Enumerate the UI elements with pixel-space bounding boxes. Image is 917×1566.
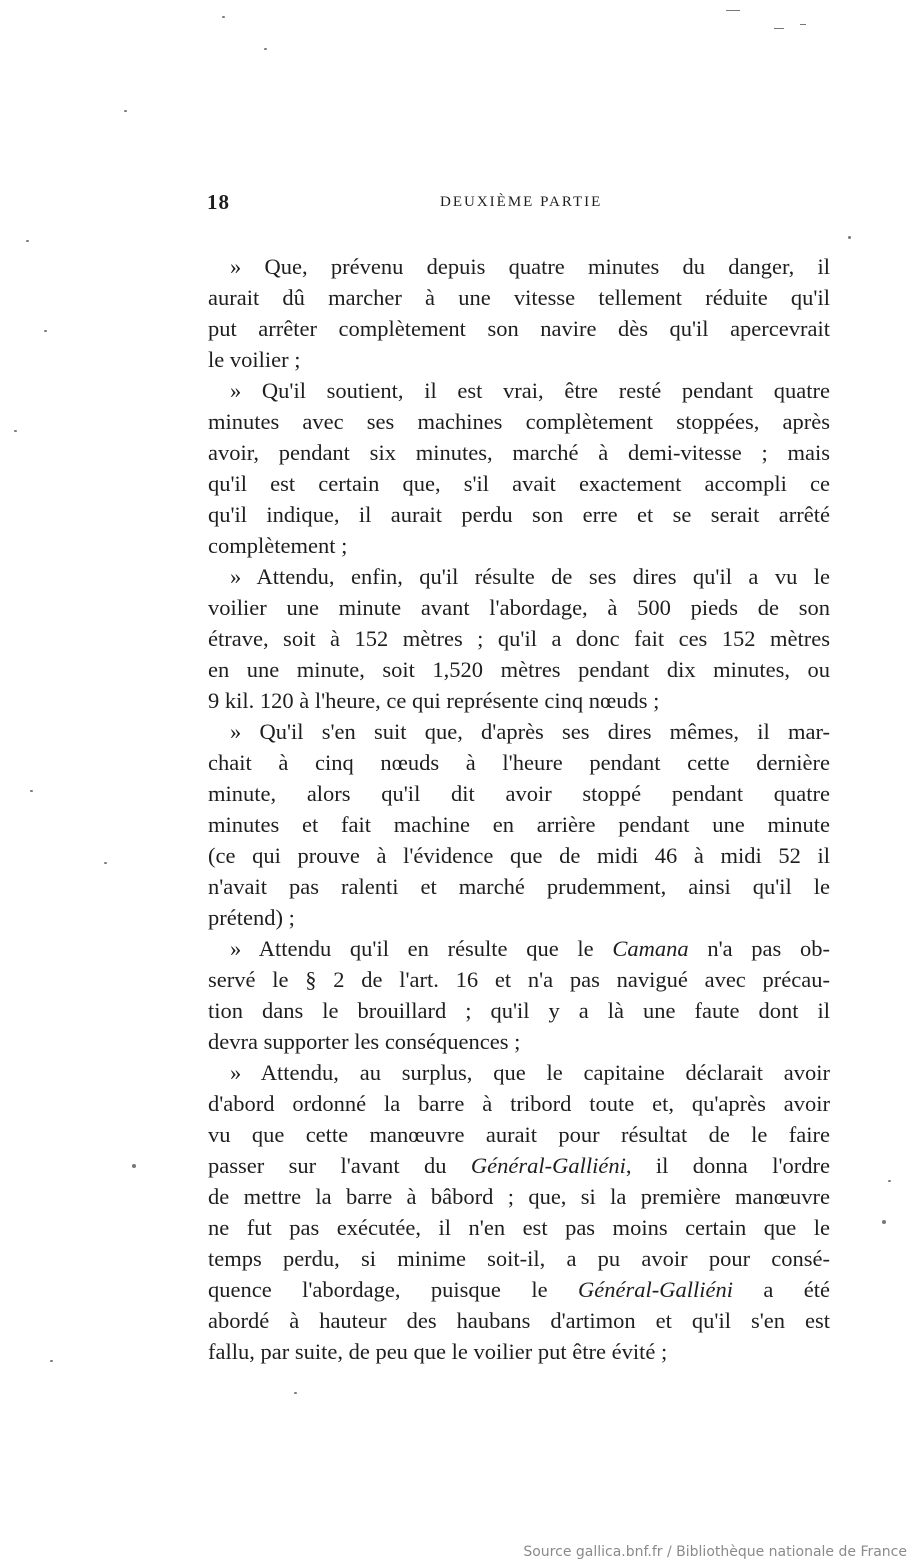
- text-line: étrave, soit à 152 mètres ; qu'il a donc fait ces 152 mètres: [208, 626, 830, 651]
- text-line: aurait dû marcher à une vitesse tellement réduite qu'il: [208, 285, 830, 310]
- text-line: » Qu'il soutient, il est vrai, être resté pendant quatre: [230, 378, 830, 403]
- text-line: fallu, par suite, de peu que le voilier put être évité ;: [208, 1339, 668, 1364]
- scan-speck: [132, 1164, 136, 1168]
- text-line: » Attendu qu'il en résulte que le Camana n'a pas ob-: [230, 936, 830, 961]
- text-line: en une minute, soit 1,520 mètres pendant dix minutes, ou: [208, 657, 830, 682]
- text-line: passer sur l'avant du Général-Galliéni, il donna l'ordre: [208, 1153, 830, 1178]
- text-line: avoir, pendant six minutes, marché à demi-vitesse ; mais: [208, 440, 830, 465]
- text-line: le voilier ;: [208, 347, 301, 372]
- scan-speck: [774, 28, 784, 29]
- text-line: » Que, prévenu depuis quatre minutes du danger, il: [230, 254, 830, 279]
- scan-speck: [294, 1392, 297, 1394]
- scan-speck: [888, 1180, 891, 1182]
- text-line: servé le § 2 de l'art. 16 et n'a pas navigué avec précau-: [208, 967, 830, 992]
- scan-speck: [104, 862, 107, 864]
- text-line: qu'il indique, il aurait perdu son erre et se serait arrêté: [208, 502, 830, 527]
- text-line: minutes avec ses machines complètement stoppées, après: [208, 409, 830, 434]
- text-line: qu'il est certain que, s'il avait exactement accompli ce: [208, 471, 830, 496]
- text-line: quence l'abordage, puisque le Général-Galliéni a été: [208, 1277, 830, 1302]
- page-number: 18: [207, 190, 230, 214]
- source-attribution: Source gallica.bnf.fr / Bibliothèque nationale de France: [523, 1544, 907, 1560]
- scan-speck: [50, 1360, 53, 1362]
- scan-speck: [44, 330, 47, 332]
- text-line: de mettre la barre à bâbord ; que, si la première manœuvre: [208, 1184, 830, 1209]
- text-line: n'avait pas ralenti et marché prudemment, ainsi qu'il le: [208, 874, 830, 899]
- text-line: complètement ;: [208, 533, 348, 558]
- text-line: minute, alors qu'il dit avoir stoppé pendant quatre: [208, 781, 830, 806]
- text-line: temps perdu, si minime soit-il, a pu avoir pour consé-: [208, 1246, 830, 1271]
- text-line: 9 kil. 120 à l'heure, ce qui représente cinq nœuds ;: [208, 688, 660, 713]
- scan-speck: [26, 240, 29, 242]
- text-line: voilier une minute avant l'abordage, à 500 pieds de son: [208, 595, 830, 620]
- ship-name: Général-Galliéni: [577, 1277, 733, 1302]
- scan-speck: [124, 110, 127, 112]
- text-line: » Attendu, au surplus, que le capitaine déclarait avoir: [230, 1060, 830, 1085]
- text-line: chait à cinq nœuds à l'heure pendant cette dernière: [208, 750, 830, 775]
- text-line: put arrêter complètement son navire dès qu'il apercevrait: [208, 316, 830, 341]
- scan-speck: [882, 1220, 886, 1224]
- text-line: ne fut pas exécutée, il n'en est pas moins certain que le: [208, 1215, 830, 1240]
- scan-speck: [222, 16, 225, 18]
- text-line: abordé à hauteur des haubans d'artimon et qu'il s'en est: [208, 1308, 830, 1333]
- text-line: vu que cette manœuvre aurait pour résultat de le faire: [208, 1122, 830, 1147]
- scan-speck: [726, 10, 740, 11]
- ship-name: Général-Galliéni: [470, 1153, 626, 1178]
- text-line: devra supporter les conséquences ;: [208, 1029, 521, 1054]
- scan-speck: [848, 236, 851, 239]
- text-line: (ce qui prouve à l'évidence que de midi 46 à midi 52 il: [208, 843, 830, 868]
- ship-name: Camana: [612, 936, 689, 961]
- scan-speck: [14, 430, 17, 432]
- text-line: » Attendu, enfin, qu'il résulte de ses dires qu'il a vu le: [230, 564, 830, 589]
- text-line: d'abord ordonné la barre à tribord toute et, qu'après avoir: [208, 1091, 830, 1116]
- text-line: tion dans le brouillard ; qu'il y a là une faute dont il: [208, 998, 830, 1023]
- text-line: » Qu'il s'en suit que, d'après ses dires mêmes, il mar-: [230, 719, 830, 744]
- text-line: prétend) ;: [208, 905, 295, 930]
- scan-speck: [800, 24, 806, 25]
- text-line: minutes et fait machine en arrière pendant une minute: [208, 812, 830, 837]
- running-head: [207, 190, 827, 218]
- running-title: DEUXIÈME PARTIE: [440, 194, 603, 210]
- scan-speck: [30, 790, 33, 792]
- body-text: [208, 251, 830, 1367]
- scan-speck: [264, 48, 267, 50]
